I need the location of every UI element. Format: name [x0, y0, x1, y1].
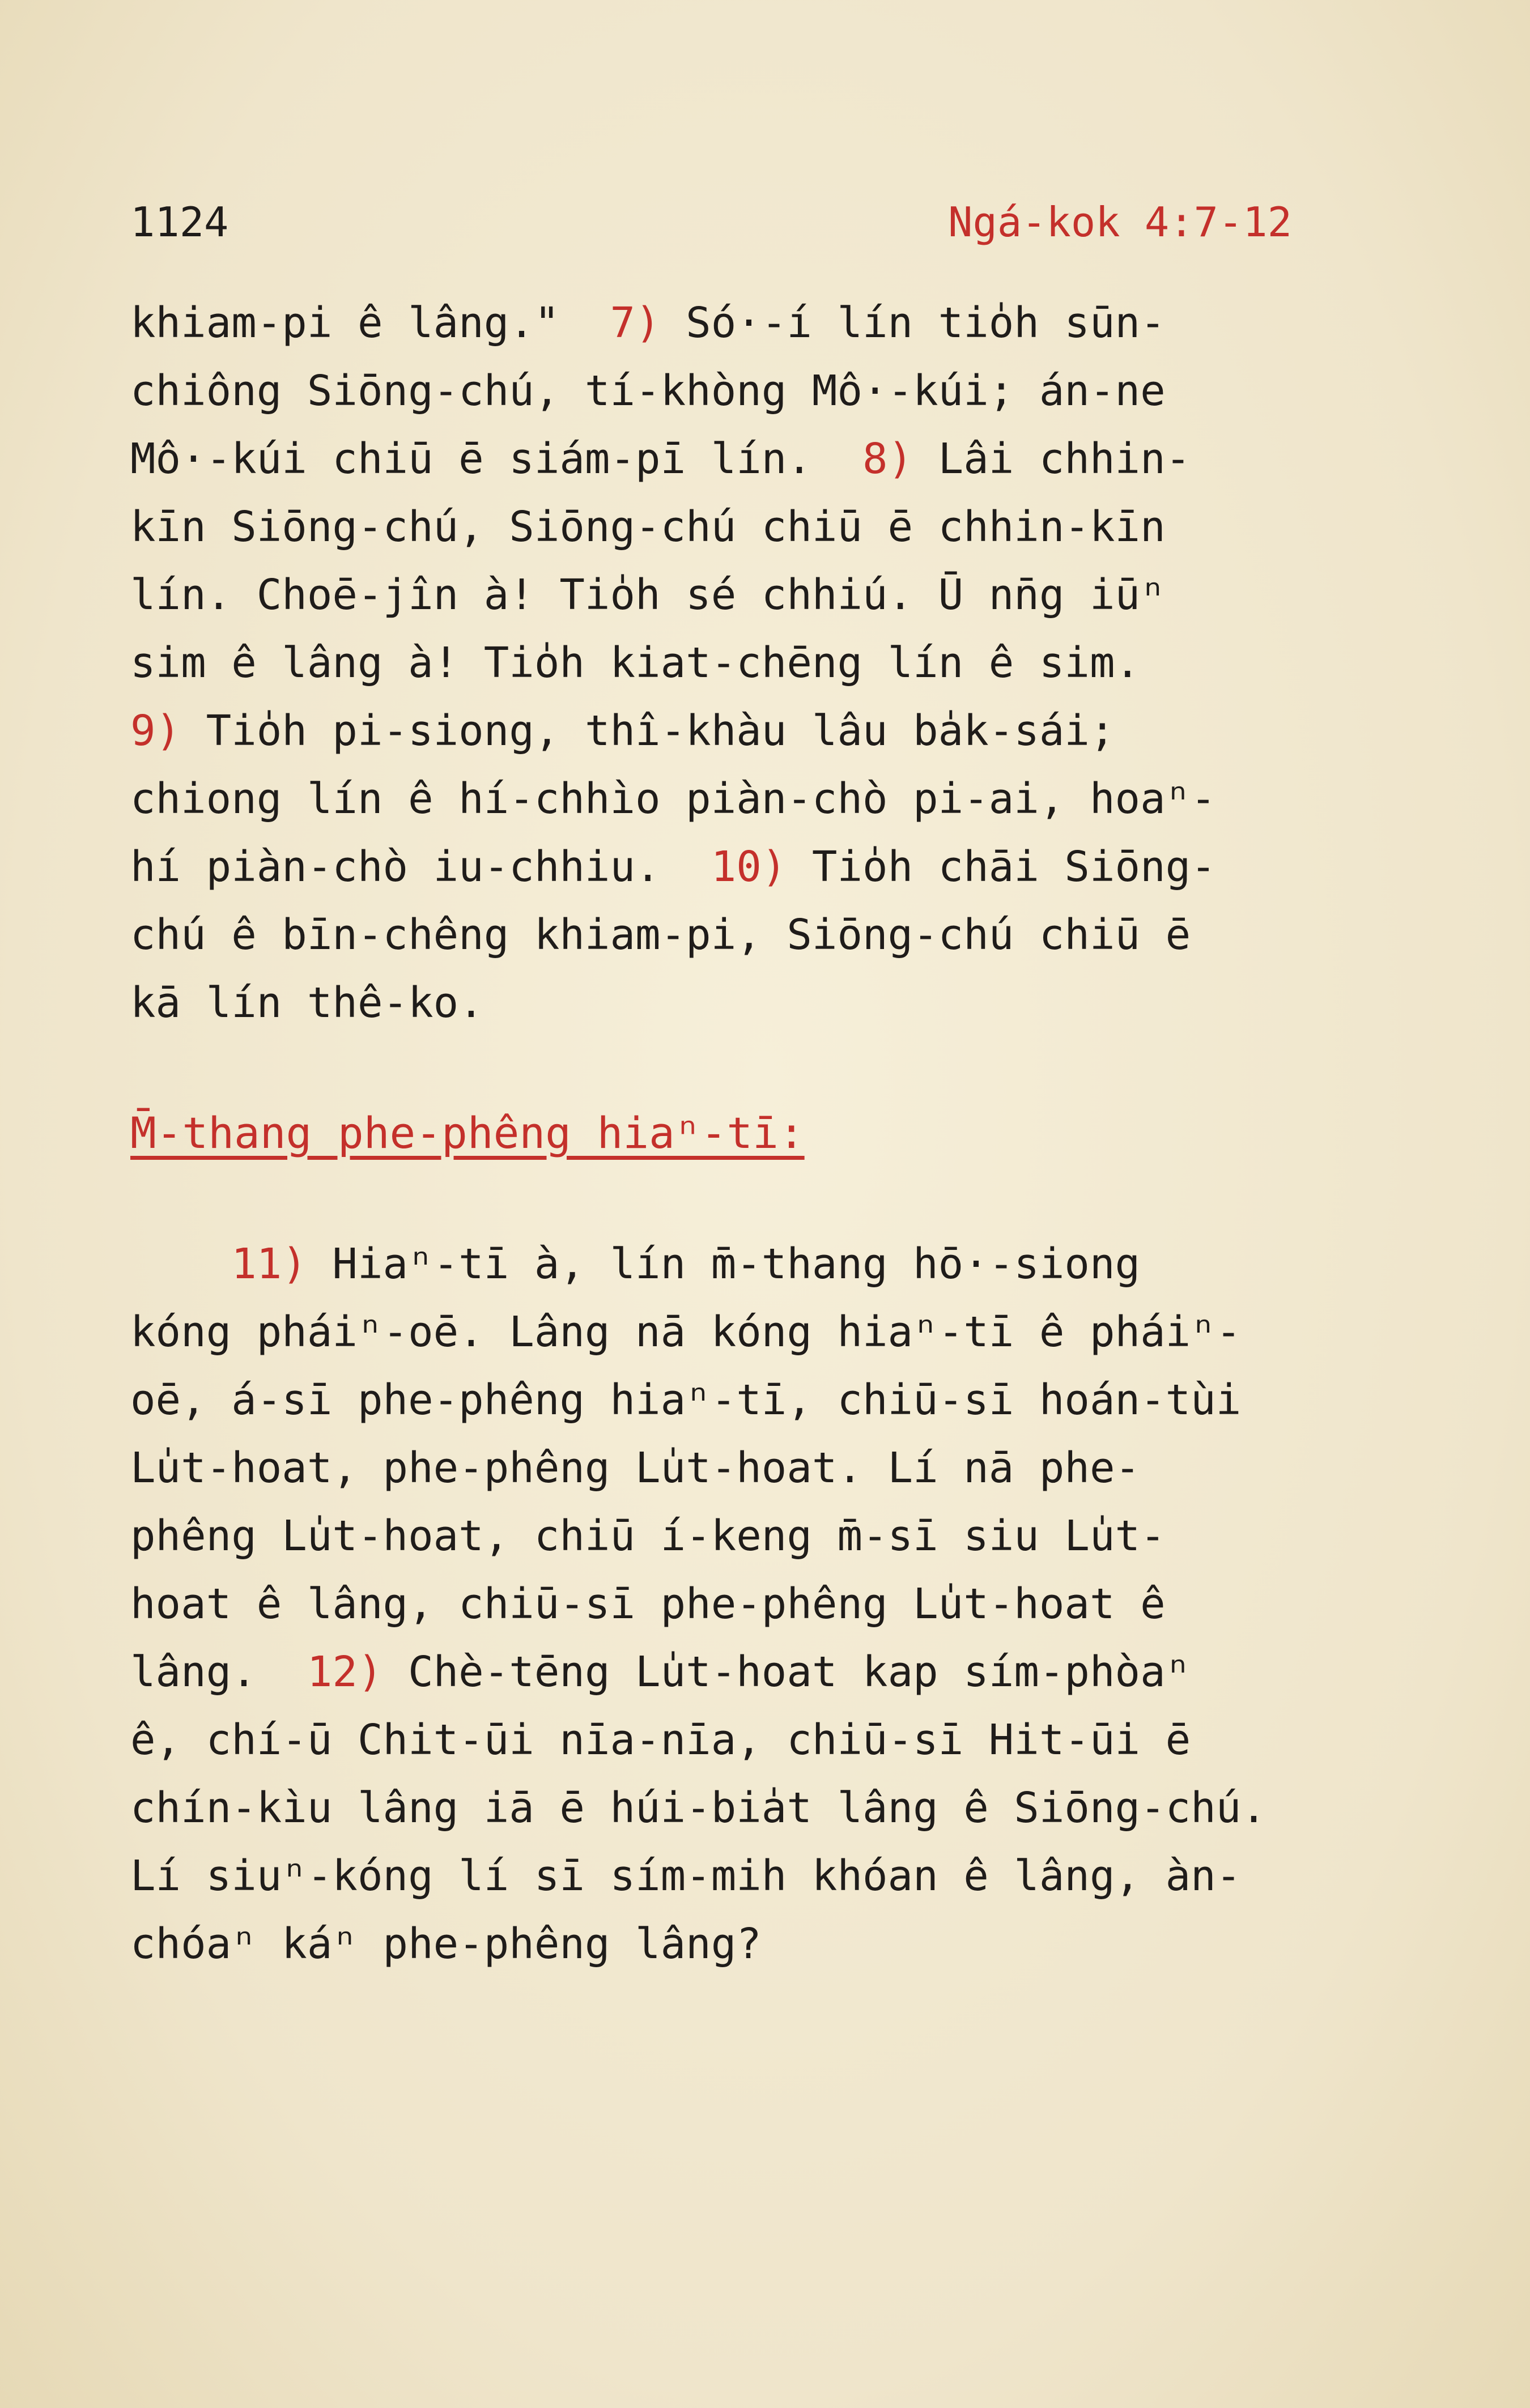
text-line	[130, 289, 1337, 357]
line-text: khiam-pi ê lâng."	[130, 299, 610, 347]
text-line	[130, 425, 1337, 493]
text-line	[130, 1229, 1400, 1297]
line-text: Lu̍t-hoat, phe-phêng Lu̍t-hoat. Lí nā phe-	[130, 1444, 1141, 1492]
verse-number: 11)	[231, 1240, 307, 1288]
verse-number: 10)	[711, 843, 787, 891]
verse-number: 12)	[307, 1648, 383, 1696]
verse-number: 9)	[130, 707, 181, 755]
text-line	[130, 969, 1337, 1037]
line-text: hoat ê lâng, chiū-sī phe-phêng Lu̍t-hoat ê	[130, 1580, 1166, 1628]
line-text: chiong lín ê hí-chhìo piàn-chò pi-ai, hoaⁿ-	[130, 775, 1216, 823]
text-line	[130, 1909, 1400, 1977]
line-text: phêng Lu̍t-hoat, chiū í-keng m̄-sī siu Lu̍t-	[130, 1512, 1166, 1560]
line-text: chín-kìu lâng iā ē húi-bia̍t lâng ê Siōng-chú.	[130, 1784, 1266, 1832]
text-line	[130, 901, 1337, 969]
text-line	[130, 1501, 1400, 1569]
text-line	[130, 1433, 1400, 1501]
line-text: Só·-í lín tio̍h sūn-	[660, 299, 1166, 347]
line-text: kā lín thê-ko.	[130, 978, 484, 1027]
line-text: chiông Siōng-chú, tí-khòng Mô·-kúi; án-ne	[130, 367, 1166, 415]
text-line	[130, 1569, 1400, 1637]
line-text: lín. Choē-jîn à! Tio̍h sé chhiú. Ū nn̄g iūⁿ	[130, 571, 1166, 619]
line-text: Mô·-kúi chiū ē siám-pī lín.	[130, 435, 863, 483]
verse-number: 7)	[610, 299, 661, 347]
text-line	[130, 561, 1337, 629]
line-text: lâng.	[130, 1648, 307, 1696]
text-line	[130, 765, 1337, 833]
paragraph-verses-7-10	[130, 289, 1337, 1037]
line-text: hí piàn-chò iu-chhiu.	[130, 843, 711, 891]
line-text: Chè-tēng Lu̍t-hoat kap sím-phòaⁿ	[382, 1648, 1191, 1696]
line-text: chú ê bīn-chêng khiam-pi, Siōng-chú chiū ē	[130, 911, 1191, 959]
page-header	[130, 198, 1292, 255]
text-line	[130, 1841, 1400, 1909]
text-line	[130, 1705, 1400, 1773]
text-line	[130, 1637, 1400, 1705]
line-text: Tio̍h pi-siong, thî-khàu lâu ba̍k-sái;	[181, 707, 1115, 755]
line-text: kīn Siōng-chú, Siōng-chú chiū ē chhin-kīn	[130, 503, 1166, 551]
text-line	[130, 833, 1337, 901]
paragraph-verses-11-12	[130, 1229, 1400, 1977]
line-text: sim ê lâng à! Tio̍h kiat-chēng lín ê sim.	[130, 639, 1141, 687]
line-text: kóng pháiⁿ-oē. Lâng nā kóng hiaⁿ-tī ê pháiⁿ-	[130, 1308, 1242, 1356]
page-number: 1124	[130, 198, 229, 246]
line-text: chóaⁿ káⁿ phe-phêng lâng?	[130, 1920, 762, 1968]
line-text: Tio̍h chāi Siōng-	[787, 843, 1216, 891]
text-line	[130, 1297, 1400, 1365]
text-line	[130, 1365, 1400, 1433]
verse-number: 8)	[862, 435, 913, 483]
text-line	[130, 629, 1337, 697]
line-text: Lí siuⁿ-kóng lí sī sím-mih khóan ê lâng, àn-	[130, 1852, 1242, 1900]
line-text	[130, 1240, 231, 1288]
line-text: oē, á-sī phe-phêng hiaⁿ-tī, chiū-sī hoán-tùi	[130, 1376, 1242, 1424]
section-heading: M̄-thang phe-phêng hiaⁿ-tī:	[130, 1108, 805, 1158]
text-line	[130, 493, 1337, 561]
running-head: Ngá-kok 4:7-12	[948, 198, 1292, 246]
line-text: Lâi chhin-	[913, 435, 1191, 483]
text-line	[130, 1773, 1400, 1841]
line-text: Hiaⁿ-tī à, lín m̄-thang hō·-siong	[307, 1240, 1141, 1288]
text-line	[130, 357, 1337, 425]
line-text: ê, chí-ū Chit-ūi nīa-nīa, chiū-sī Hit-ūi ē	[130, 1716, 1191, 1764]
text-line	[130, 697, 1337, 765]
